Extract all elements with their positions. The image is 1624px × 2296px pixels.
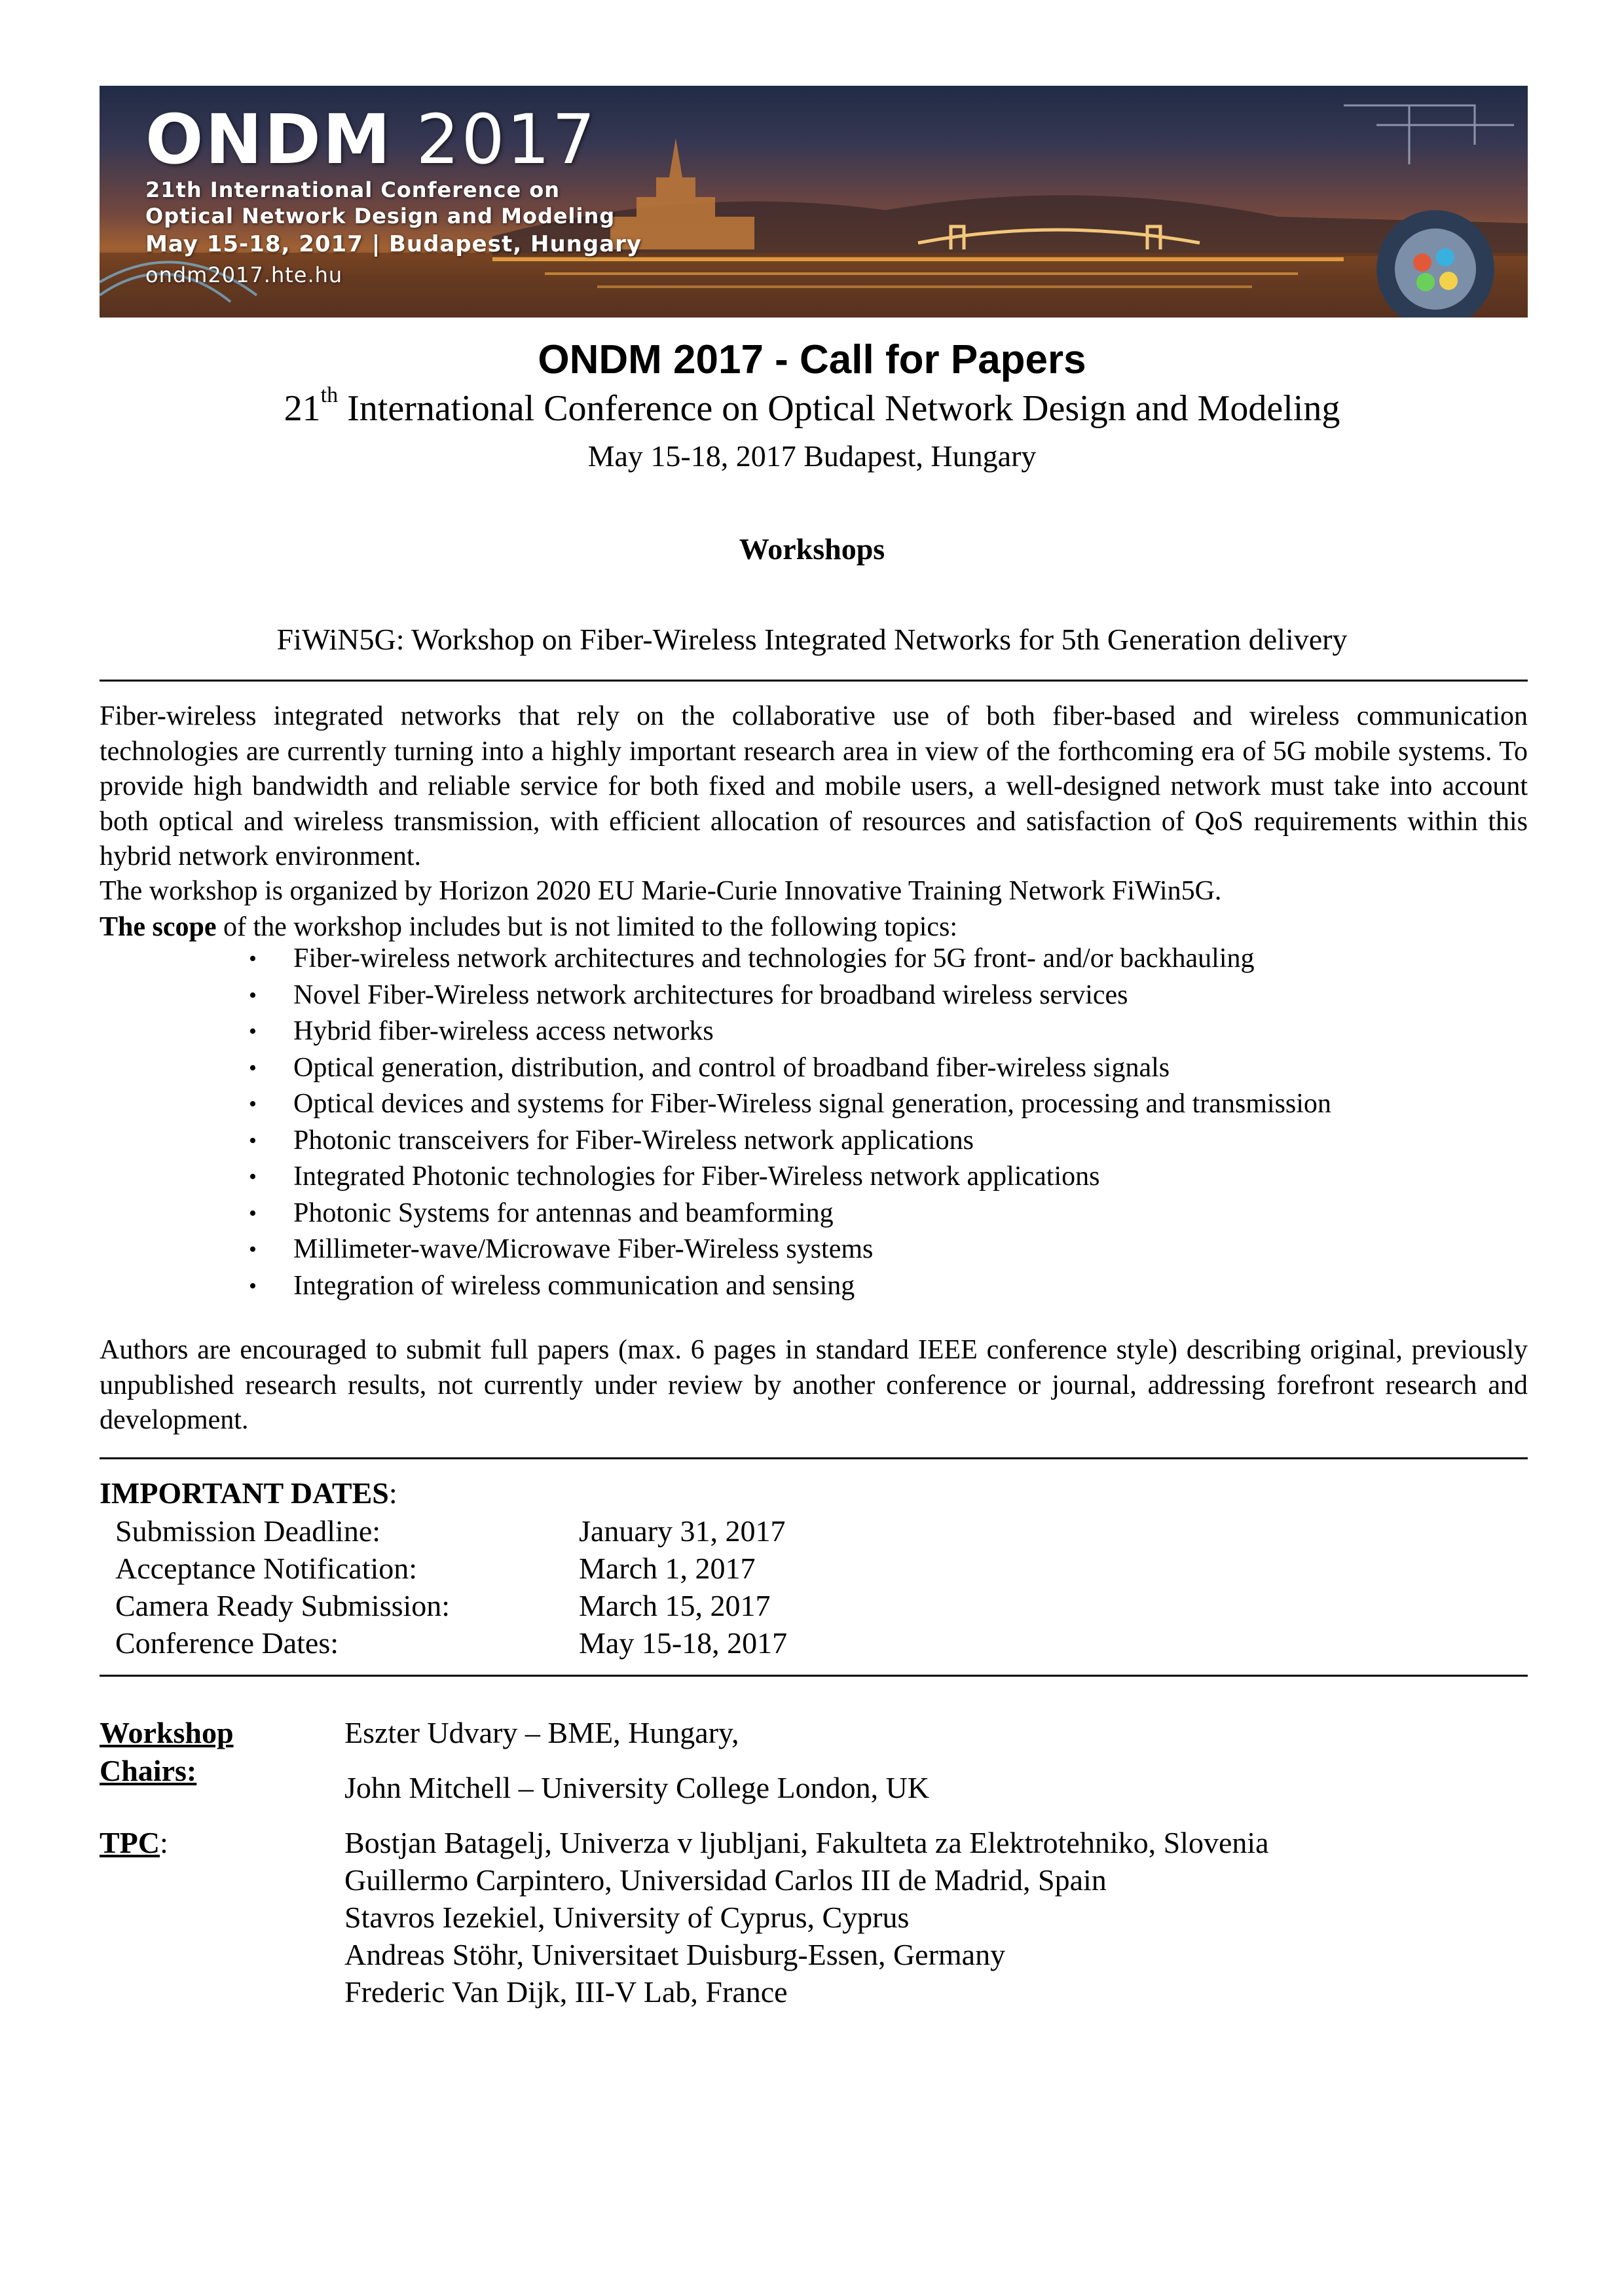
conference-banner — [100, 86, 1528, 318]
banner-line-3: May 15-18, 2017 | Budapest, Hungary — [145, 231, 642, 257]
tpc-member: Bostjan Batagelj, Univerza v ljubljani, Fakulteta za Elektrotehniko, Slovenia — [344, 1826, 1269, 1859]
list-item — [249, 1014, 714, 1049]
date-label-camera-ready: Camera Ready Submission: — [115, 1589, 451, 1622]
topic-text: Hybrid fiber-wireless access networks — [293, 1016, 714, 1046]
date-value-submission: January 31, 2017 — [579, 1514, 786, 1548]
banner-logo-bold: ONDM — [145, 100, 393, 179]
tpc-member: Andreas Stöhr, Universitaet Duisburg-Essen, Germany — [344, 1938, 1006, 1971]
chairs-label-line1: Workshop — [100, 1716, 234, 1749]
tpc-label-colon: : — [160, 1826, 168, 1859]
section-heading: Workshops — [739, 532, 885, 566]
intro-paragraph: Fiber-wireless integrated networks that rely on the collaborative use of both fiber-based and wireless communication technologies are currently turning into a highly important research area in view of the forthcoming era of 5G mobile systems. To provide high bandwidth and reliable service for both fixed and mobile users, a well-designed network must take into account both optical and wireless transmission, with efficient allocation of resources and satisfaction of QoS requirements within this hybrid network environment. — [100, 701, 1528, 871]
topic-text: Millimeter-wave/Microwave Fiber-Wireless systems — [293, 1234, 874, 1264]
list-item — [249, 1269, 855, 1303]
tpc-label-text: TPC — [100, 1826, 160, 1859]
bullet-icon: • — [249, 1055, 257, 1080]
bullet-icon: • — [249, 983, 257, 1008]
scope-rest: of the workshop includes but is not limited to the following topics: — [216, 912, 958, 942]
important-dates-title: IMPORTANT DATES — [100, 1476, 389, 1510]
tpc-member: Frederic Van Dijk, III-V Lab, France — [344, 1975, 788, 2009]
bullet-icon: • — [249, 947, 257, 971]
divider — [100, 1675, 1528, 1677]
scope-line — [100, 910, 1528, 945]
bullet-icon: • — [249, 1237, 257, 1262]
authors-paragraph: Authors are encouraged to submit full papers (max. 6 pages in standard IEEE conference style) describing original, previously unpublished research results, not currently under review by another conference or journal, addressing forefront research and development. — [100, 1335, 1528, 1435]
topic-text: Fiber-wireless network architectures and technologies for 5G front- and/or backhauling — [293, 943, 1255, 974]
chair-person: Eszter Udvary – BME, Hungary, — [344, 1716, 739, 1749]
chairs-label-line2: Chairs: — [100, 1754, 197, 1787]
conference-name — [0, 383, 1624, 429]
list-item — [249, 978, 1128, 1013]
chair-person: John Mitchell – University College London, UK — [344, 1771, 930, 1804]
banner-website[interactable]: ondm2017.hte.hu — [145, 263, 343, 287]
bullet-icon: • — [249, 1273, 257, 1298]
conference-number-suffix: th — [320, 383, 339, 407]
conference-number: 21 — [284, 388, 321, 429]
list-item — [249, 1232, 874, 1267]
list-item — [249, 1051, 1170, 1085]
tpc-member: Stavros Iezekiel, University of Cyprus, Cyprus — [344, 1901, 910, 1934]
list-item — [249, 1159, 1100, 1194]
divider — [100, 1457, 1528, 1459]
tpc-label — [100, 1825, 168, 1860]
conference-name-text: International Conference on Optical Network Design and Modeling — [338, 388, 1340, 429]
important-dates-heading — [100, 1476, 397, 1510]
topic-text: Photonic Systems for antennas and beamforming — [293, 1197, 834, 1228]
bullet-icon: • — [249, 1165, 257, 1189]
date-value-conference: May 15-18, 2017 — [579, 1626, 788, 1660]
workshop-title: FiWiN5G: Workshop on Fiber-Wireless Integrated Networks for 5th Generation delivery — [276, 623, 1348, 656]
list-item — [249, 1123, 974, 1158]
organizer-line: The workshop is organized by Horizon 2020 EU Marie-Curie Innovative Training Network FiWin5G. — [100, 876, 1222, 906]
banner-logo — [145, 100, 598, 179]
topic-text: Novel Fiber-Wireless network architectures for broadband wireless services — [293, 979, 1128, 1010]
list-item — [249, 1196, 834, 1231]
tpc-member: Guillermo Carpintero, Universidad Carlos III de Madrid, Spain — [344, 1863, 1107, 1897]
list-item — [249, 941, 1255, 976]
page-title: ONDM 2017 - Call for Papers — [538, 337, 1086, 382]
bullet-icon: • — [249, 1201, 257, 1226]
scope-bold: The scope — [100, 912, 217, 942]
bullet-icon: • — [249, 1128, 257, 1153]
date-value-camera-ready: March 15, 2017 — [579, 1589, 771, 1622]
date-label-conference: Conference Dates: — [115, 1626, 339, 1660]
banner-logo-year: 2017 — [392, 100, 598, 179]
banner-line-1: 21th International Conference on — [145, 177, 561, 202]
conference-dates-location: May 15-18, 2017 Budapest, Hungary — [587, 439, 1037, 473]
important-dates-colon: : — [388, 1476, 397, 1510]
date-label-submission: Submission Deadline: — [115, 1514, 381, 1548]
topic-text: Optical devices and systems for Fiber-Wireless signal generation, processing and transmission — [293, 1089, 1331, 1119]
topic-text: Integration of wireless communication and sensing — [293, 1270, 855, 1301]
topic-text: Photonic transceivers for Fiber-Wireless network applications — [293, 1125, 974, 1156]
divider — [100, 680, 1528, 682]
bullet-icon: • — [249, 1019, 257, 1044]
date-label-acceptance: Acceptance Notification: — [115, 1552, 418, 1585]
bullet-icon: • — [249, 1092, 257, 1116]
topic-text: Integrated Photonic technologies for Fiber-Wireless network applications — [293, 1161, 1100, 1192]
list-item — [249, 1087, 1331, 1121]
banner-line-2: Optical Network Design and Modeling — [145, 204, 616, 228]
topic-text: Optical generation, distribution, and control of broadband fiber-wireless signals — [293, 1052, 1170, 1083]
date-value-acceptance: March 1, 2017 — [579, 1552, 756, 1585]
